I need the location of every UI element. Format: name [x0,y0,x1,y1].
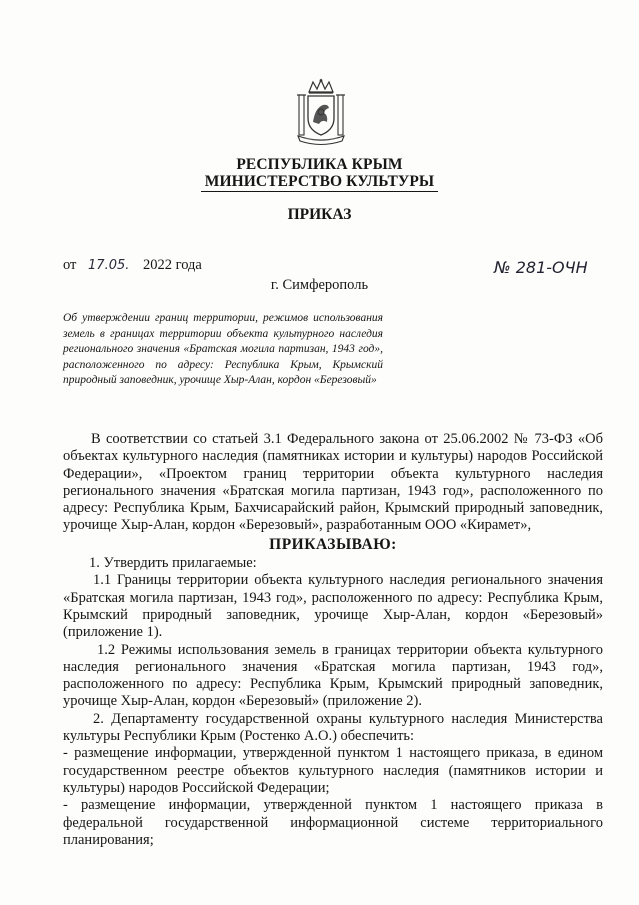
bullet-2: - размещение информации, утвержденной пунктом 1 настоящего приказа в федеральной государственной информационной системе территориального планирования; [63,797,603,848]
date-prefix: от [63,257,77,273]
document-type: ПРИКАЗ [287,206,352,223]
bullet-1: - размещение информации, утвержденной пунктом 1 настоящего приказа, в едином государственном реестре объектов культурного наследия (памятников истории и культуры) народов Российской Федерации; [63,745,603,796]
ministry-title: МИНИСТЕРСТВО КУЛЬТУРЫ [0,173,639,191]
crimea-coat-of-arms-icon [295,78,347,146]
item-1-2: 1.2 Режимы использования земель в границах территории объекта культурного наследия регионального значения «Братская могила партизан, 1943 год», расположенного по адресу: Республика Крым, Крымский природный заповедник, урочище Хыр-Алан, кордон «Березовый» (приложение 2). [63,641,603,710]
document-subject: Об утверждении границ территории, режимов использования земель в границах территории объекта культурного наследия регионального значения «Братская могила партизан, 1943 год», расположенного по адресу: Республика Крым, Крымский природный заповедник, урочище Хыр-Алан, кордон «Березовый» [63,312,383,387]
preamble-paragraph: В соответствии со статьей 3.1 Федерального закона от 25.06.2002 № 73-ФЗ «Об объектах культурного наследия (памятниках истории и культуры) народов Российской Федерации», «Проектом границ территории объекта культурного наследия регионального значения «Братская могила партизан, 1943 год», расположенного по адресу: Республика Крым, Бахчисарайский район, Крымский природный заповедник, урочище Хыр-Алан, кордон «Березовый», разработанным ООО «Кирамет», [63,431,603,534]
document-body [63,431,603,849]
document-city: г. Симферополь [270,277,369,293]
item-1-1: 1.1 Границы территории объекта культурного наследия регионального значения «Братская могила партизан, 1943 год», расположенного по адресу: Республика Крым, Крымский природный заповедник, урочище Хыр-Алан, кордон «Березовый» (приложение 1). [63,572,603,641]
order-word: ПРИКАЗЫВАЮ: [269,535,397,553]
item-2: 2. Департаменту государственной охраны культурного наследия Министерства культуры Республики Крым (Ростенко А.О.) обеспечить: [63,710,603,745]
republic-title: РЕСПУБЛИКА КРЫМ [236,156,403,173]
date-suffix: 2022 года [143,257,202,273]
document-number: № 281-ОЧН [494,258,588,277]
item-1: 1. Утвердить прилагаемые: [89,555,257,572]
document-date [63,257,202,274]
date-handwritten: 17.05. [88,258,130,273]
